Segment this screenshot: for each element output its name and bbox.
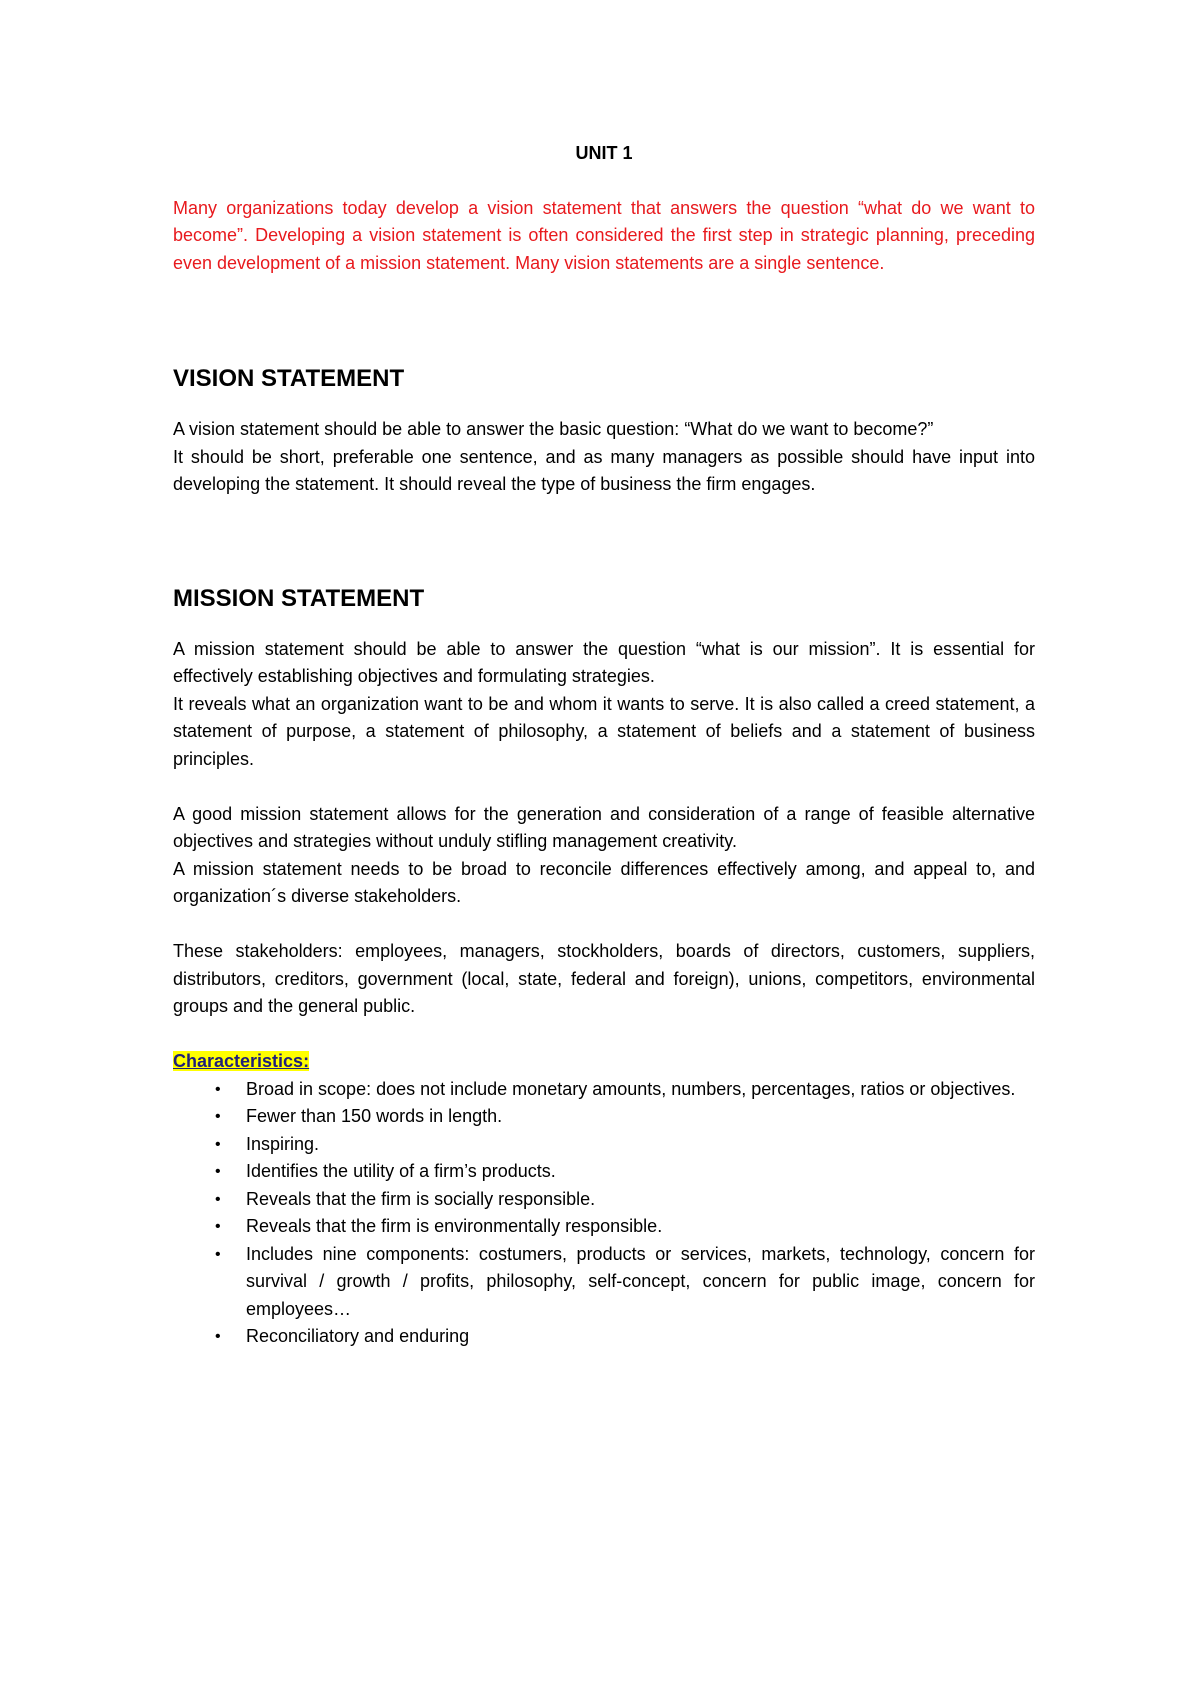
list-item — [173, 1213, 1035, 1241]
list-item-text: Broad in scope: does not include monetary amounts, numbers, percentages, ratios or objectives. — [246, 1078, 1016, 1099]
characteristics-title — [173, 1048, 1035, 1076]
bullet-icon: • — [215, 1328, 221, 1345]
list-item-text: Reveals that the firm is environmentally responsible. — [246, 1216, 663, 1236]
list-item — [173, 1241, 1035, 1324]
bullet-icon: • — [215, 1080, 221, 1098]
list-item-text: Includes nine components: costumers, products or services, markets, technology, concern for survival / growth / profits, philosophy, self-concept, concern for public image, concern for employees… — [246, 1243, 1035, 1319]
bullet-icon: • — [215, 1108, 221, 1125]
mission-paragraph: A mission statement needs to be broad to reconcile differences effectively among, and appeal to, and organization´s diverse stakeholders. — [173, 858, 1035, 906]
list-item — [173, 1131, 1035, 1159]
list-item — [173, 1076, 1035, 1104]
vision-paragraph: It should be short, preferable one sentence, and as many managers as possible should have input into developing the statement. It should reveal the type of business the firm engages. — [173, 446, 1035, 494]
vision-heading: VISION STATEMENT — [173, 365, 405, 392]
mission-heading: MISSION STATEMENT — [173, 584, 425, 612]
bullet-icon: • — [215, 1218, 221, 1235]
list-item — [173, 1158, 1035, 1186]
characteristics-title-text: Characteristics: — [173, 1051, 310, 1071]
stakeholders-paragraph: These stakeholders: employees, managers, stockholders, boards of directors, customers, suppliers, distributors, creditors, government (local, state, federal and foreign), unions, competitors, environmental groups and the general public. — [173, 941, 1035, 1016]
list-item-text: Inspiring. — [246, 1133, 320, 1154]
list-item-text: Reveals that the firm is socially responsible. — [246, 1188, 596, 1209]
vision-paragraph: A vision statement should be able to answer the basic question: “What do we want to become?” — [173, 419, 934, 439]
list-item — [173, 1323, 1035, 1351]
mission-paragraph: A mission statement should be able to answer the question “what is our mission”. It is essential for effectively establishing objectives and formulating strategies. — [173, 638, 1035, 686]
mission-paragraph: A good mission statement allows for the generation and consideration of a range of feasible alternative objectives and strategies without unduly stifling management creativity. — [173, 803, 1035, 851]
list-item — [173, 1186, 1035, 1214]
bullet-icon: • — [215, 1135, 221, 1153]
document-page — [173, 140, 1035, 1351]
unit-title: UNIT 1 — [575, 143, 633, 163]
list-item — [173, 1103, 1035, 1131]
intro-paragraph: Many organizations today develop a vision statement that answers the question “what do we want to become”. Developing a vision statement is often considered the first step in strategic planning, preceding even development of a mission statement. Many vision statements are a single sentence. — [173, 197, 1035, 273]
list-item-text: Identifies the utility of a firm’s products. — [246, 1161, 556, 1181]
list-item-text: Fewer than 150 words in length. — [246, 1106, 503, 1126]
mission-paragraph: It reveals what an organization want to be and whom it wants to serve. It is also called a creed statement, a statement of purpose, a statement of philosophy, a statement of beliefs and a statement of business principles. — [173, 693, 1035, 769]
characteristics-list — [173, 1076, 1035, 1351]
bullet-icon: • — [215, 1190, 221, 1208]
bullet-icon: • — [215, 1163, 221, 1180]
bullet-icon: • — [215, 1245, 221, 1263]
list-item-text: Reconciliatory and enduring — [246, 1326, 470, 1346]
